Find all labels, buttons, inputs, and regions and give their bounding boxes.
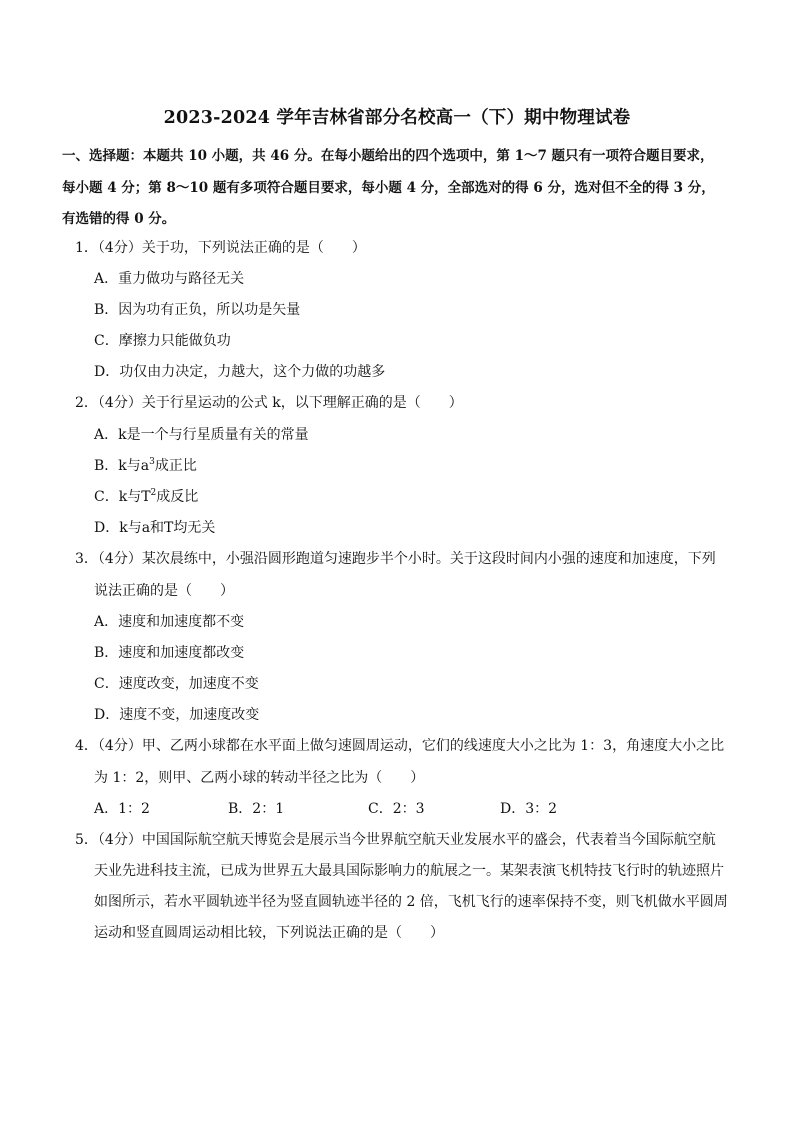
question-3-option-a: A．速度和加速度都不变	[94, 614, 245, 630]
question-5-stem-line-3: 如图所示，若水平圆轨迹半径为竖直圆轨迹半径的 2 倍，飞机飞行的速率保持不变，则飞机做水平圆周	[94, 894, 728, 910]
exponent: 3	[149, 457, 155, 467]
exponent: 2	[150, 488, 157, 498]
question-3-option-b: B．速度和加速度都改变	[94, 645, 245, 661]
question-2-option-a: A．k是一个与行星质量有关的常量	[94, 427, 309, 443]
question-2-option-c	[94, 486, 198, 506]
question-4-option-c: C．2：3	[368, 801, 425, 817]
question-1-stem: 1．（4分）关于功，下列说法正确的是（ ）	[75, 240, 366, 256]
question-3-option-c: C．速度改变，加速度不变	[94, 676, 259, 692]
question-1-option-a: A．重力做功与路径无关	[94, 271, 245, 287]
section-instructions-line-3: 有选错的得 0 分。	[62, 211, 176, 227]
section-instructions-line-2: 每小题 4 分；第 8～10 题有多项符合题目要求，每小题 4 分，全部选对的得 6 分，选对但不全的得 3 分，	[62, 180, 715, 196]
question-4-option-b: B．2：1	[228, 801, 285, 817]
option-b-suffix: 成正比	[154, 458, 197, 474]
question-5-stem-line-1: 5．（4分）中国国际航空航天博览会是展示当今世界航空航天业发展水平的盛会，代表着当今国际航空航	[75, 832, 716, 848]
option-c-suffix: 成反比	[156, 489, 199, 505]
page-title: 2023-2024 学年吉林省部分名校高一（下）期中物理试卷	[163, 108, 631, 128]
option-c-prefix: C．k与T	[94, 489, 151, 505]
section-instructions-line-1: 一、选择题：本题共 10 小题，共 46 分。在每小题给出的四个选项中，第 1～7 题只有一项符合题目要求，	[62, 148, 714, 164]
question-2-stem: 2．（4分）关于行星运动的公式 k，以下理解正确的是（ ）	[75, 395, 463, 411]
question-2-option-d: D．k与a和T均无关	[94, 520, 216, 536]
question-3-stem-line-2: 说法正确的是（ ）	[94, 583, 234, 599]
question-5-stem-line-4: 运动和竖直圆周运动相比较，下列说法正确的是（ ）	[94, 925, 444, 941]
question-3-stem-line-1: 3．（4分）某次晨练中，小强沿圆形跑道匀速跑步半个小时。关于这段时间内小强的速度和加速度，下列	[75, 551, 716, 567]
question-1-option-b: B．因为功有正负，所以功是矢量	[94, 302, 301, 318]
question-3-option-d: D．速度不变，加速度改变	[94, 707, 260, 723]
option-b-prefix: B．k与a	[94, 458, 150, 474]
question-4-stem-line-2: 为 1：2，则甲、乙两小球的转动半径之比为（ ）	[94, 770, 425, 786]
question-1-option-c: C．摩擦力只能做负功	[94, 333, 231, 349]
question-2-option-b	[94, 455, 197, 475]
question-5-stem-line-2: 天业先进科技主流，已成为世界五大最具国际影响力的航展之一。某架表演飞机特技飞行时的轨迹照片	[94, 863, 724, 879]
question-4-option-a: A．1：2	[94, 801, 150, 817]
question-1-option-d: D．功仅由力决定，力越大，这个力做的功越多	[94, 364, 386, 380]
question-4-stem-line-1: 4．（4分）甲、乙两小球都在水平面上做匀速圆周运动，它们的线速度大小之比为 1：3，角速度大小之比	[75, 738, 725, 754]
question-4-option-d: D．3：2	[500, 801, 558, 817]
